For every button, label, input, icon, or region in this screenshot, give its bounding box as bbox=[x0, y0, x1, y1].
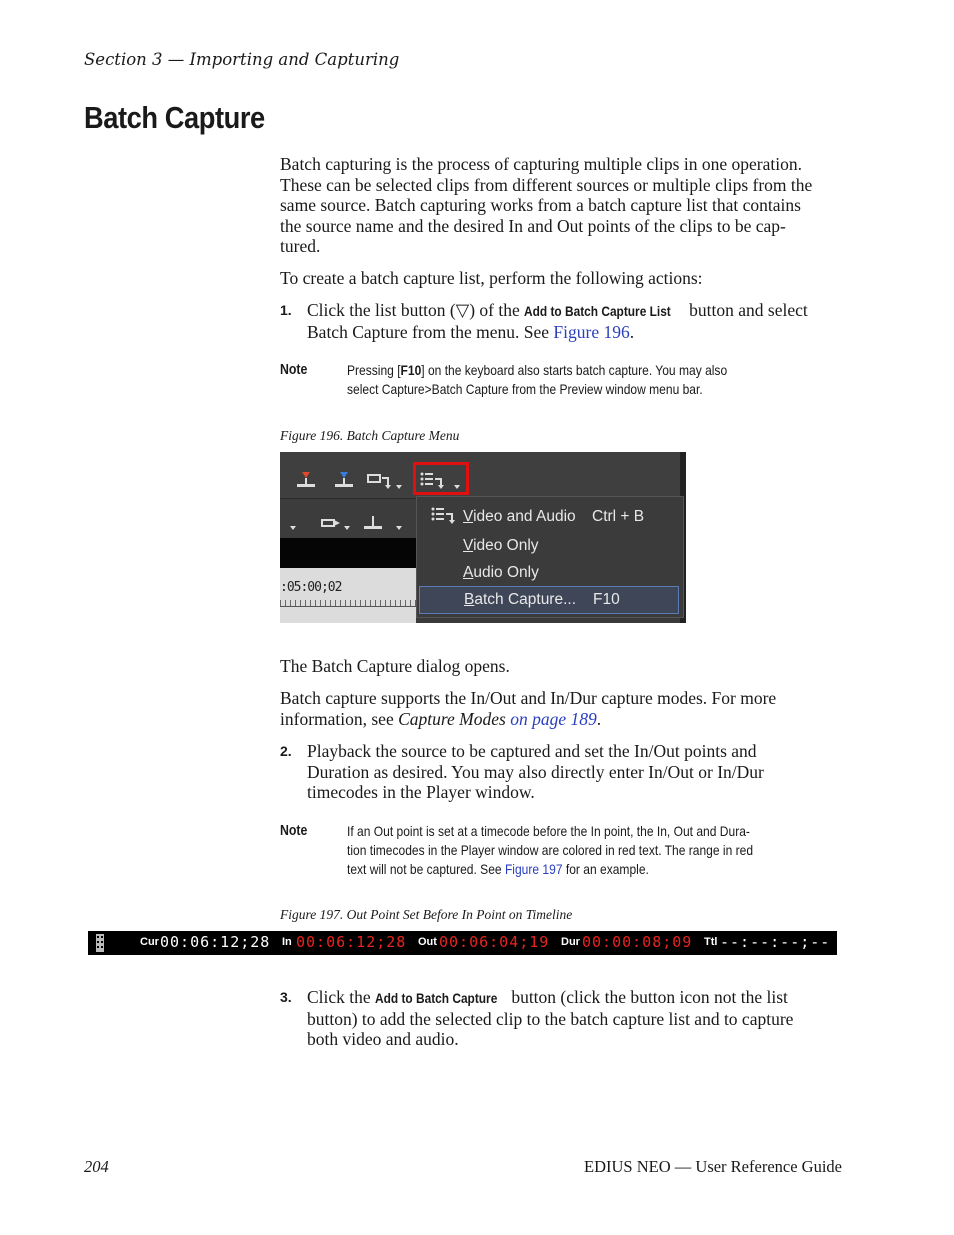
black-band bbox=[280, 538, 416, 568]
dialog-opens-text: The Batch Capture dialog opens. bbox=[280, 656, 510, 676]
toolbar-row-2-icons bbox=[288, 514, 418, 536]
menu-item-audio-only[interactable]: Audio Only bbox=[463, 564, 539, 581]
figure-197-link[interactable]: Figure 197 bbox=[504, 861, 563, 877]
intro-line: tured. bbox=[280, 236, 321, 256]
intro-line: These can be selected clips from different sources or multiple clips from the bbox=[280, 174, 813, 195]
menu-shortcut: Ctrl + B bbox=[592, 508, 645, 525]
set-out-icon bbox=[332, 470, 356, 490]
key-label: F10 bbox=[400, 362, 422, 378]
menu-item-video-and-audio[interactable]: Video and Audio Ctrl + B bbox=[463, 508, 645, 525]
page-number: 204 bbox=[84, 1157, 109, 1176]
running-header: Section 3 — Importing and Capturing bbox=[84, 50, 400, 69]
ui-label: Add to Batch Capture bbox=[375, 990, 498, 1006]
timeline-ruler-area bbox=[280, 568, 416, 623]
note-1-text: Pressing [F10] on the keyboard also starts batch capture. You may also select Capture>Batch Capture from the Preview window menu bar. bbox=[347, 362, 728, 397]
highlight-box bbox=[413, 462, 469, 495]
dur-label: Dur bbox=[561, 936, 580, 948]
step-3-text: Click the Add to Batch Capture button (click the button icon not the list button) to add the selected clip to the batch capture list and to capture both video and audio. bbox=[307, 987, 794, 1049]
note-label: Note bbox=[280, 823, 308, 839]
ui-label: Add to Batch Capture List bbox=[524, 303, 671, 319]
figure-caption: Figure 197. Out Point Set Before In Point on Timeline bbox=[280, 907, 573, 922]
menu-shortcut: F10 bbox=[593, 591, 620, 608]
film-strip-icon bbox=[92, 933, 108, 953]
cur-label: Cur bbox=[140, 936, 159, 948]
batch-capture-menu-figure bbox=[280, 452, 686, 623]
out-label: Out bbox=[418, 936, 437, 948]
dur-timecode: 00:00:08;09 bbox=[582, 933, 693, 951]
set-in-icon bbox=[294, 470, 318, 490]
step-2-text: Playback the source to be captured and set the In/Out points and Duration as desired. You may also directly enter In/Out or In/Dur timecodes in the Player window. bbox=[307, 741, 764, 802]
ttl-timecode: --:--:--;-- bbox=[720, 933, 831, 951]
step-number: 2. bbox=[280, 743, 292, 759]
step-1-text: Click the list button (▽) of the Add to Batch Capture List button and select Batch Capture from the menu. See Figure 196. bbox=[307, 300, 808, 342]
cur-timecode: 00:06:12;28 bbox=[160, 933, 271, 951]
note-2-text: If an Out point is set at a timecode before the In point, the In, Out and Dura- tion timecodes in the Player window are colored in red text. The range in red text will not be captured. See Figure 197 for an example. bbox=[347, 823, 754, 877]
intro-paragraph bbox=[280, 154, 850, 257]
step-number: 3. bbox=[280, 989, 292, 1005]
step-number: 1. bbox=[280, 302, 292, 318]
note-label: Note bbox=[280, 362, 308, 378]
timeline-timecode: :05:00;02 bbox=[280, 580, 342, 595]
out-timecode: 00:06:04;19 bbox=[439, 933, 550, 951]
intro-line: same source. Batch capturing works from a batch capture list that contains bbox=[280, 195, 801, 215]
intro-line: Batch capturing is the process of capturing multiple clips in one operation. bbox=[280, 154, 802, 174]
figure-196-link[interactable]: Figure 196 bbox=[553, 321, 630, 342]
in-label: In bbox=[282, 936, 292, 948]
add-to-bin-icon bbox=[366, 472, 406, 492]
batch-capture-dropdown-menu bbox=[416, 496, 684, 618]
intro-line: the source name and the desired In and Out points of the clips to be cap- bbox=[280, 215, 786, 236]
capture-modes-paragraph: Batch capture supports the In/Out and In/Dur capture modes. For more information, see Capture Modes on page 189. bbox=[280, 688, 777, 729]
guide-title: EDIUS NEO — User Reference Guide bbox=[584, 1157, 842, 1176]
lead-sentence: To create a batch capture list, perform the following actions: bbox=[280, 268, 703, 288]
page-title: Batch Capture bbox=[84, 100, 265, 135]
ttl-label: Ttl bbox=[704, 936, 718, 948]
menu-item-batch-capture[interactable]: Batch Capture... F10 bbox=[419, 586, 679, 614]
page-189-link[interactable]: on page 189 bbox=[505, 708, 597, 729]
in-timecode: 00:06:12;28 bbox=[296, 933, 407, 951]
timeline-ruler bbox=[280, 600, 416, 607]
timecode-bar-figure bbox=[88, 931, 837, 955]
figure-caption: Figure 196. Batch Capture Menu bbox=[280, 428, 460, 443]
menu-item-video-only[interactable]: Video Only bbox=[463, 537, 539, 554]
